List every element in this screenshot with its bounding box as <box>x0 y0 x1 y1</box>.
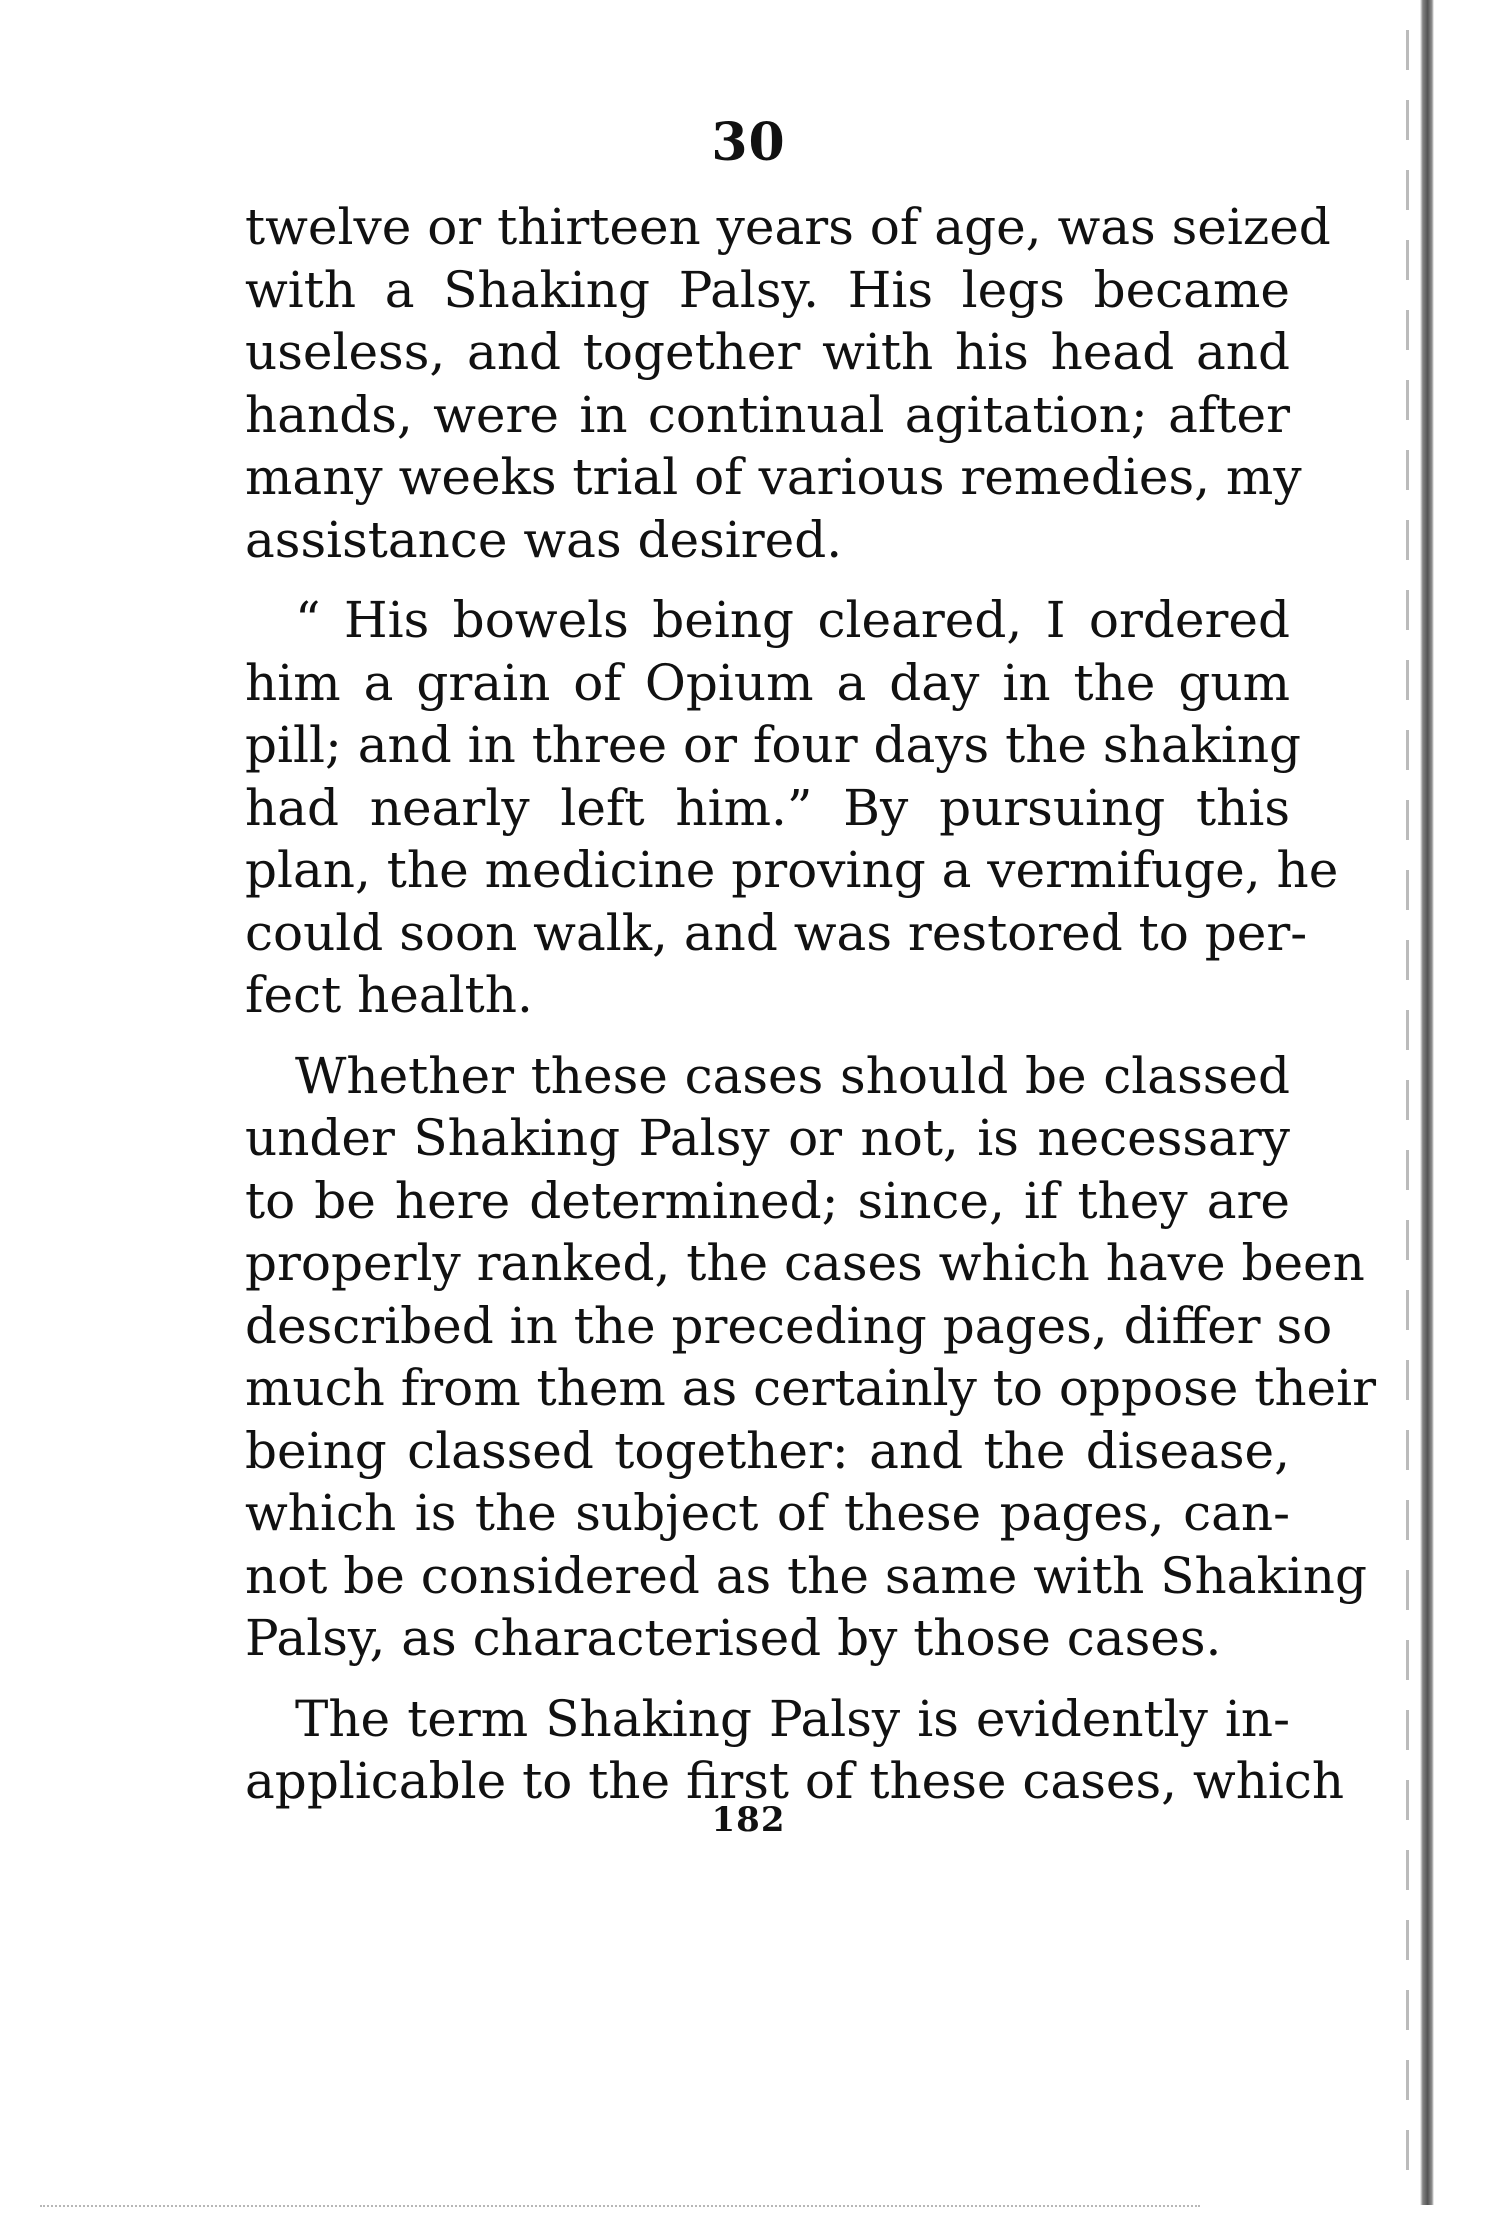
text-line: assistance was desired. <box>245 510 843 569</box>
text-line: much from them as certainly to oppose their <box>245 1359 1377 1417</box>
text-line: pill; and in three or four days the shaking <box>245 716 1302 774</box>
text-line: under Shaking Palsy or not, is necessary <box>245 1109 1290 1167</box>
text-line: described in the preceding pages, differ so <box>245 1296 1333 1355</box>
text-line: could soon walk, and was restored to per- <box>245 903 1308 962</box>
text-line: Whether these cases should be classed <box>295 1046 1290 1105</box>
text-line: being classed together: and the disease, <box>245 1421 1290 1480</box>
text-line: properly ranked, the cases which have been <box>245 1234 1365 1292</box>
binding-edge <box>1420 0 1434 2205</box>
text-line: with a Shaking Palsy. His legs became <box>245 260 1290 319</box>
binding-shadow <box>1406 30 1409 2190</box>
text-line: “ His bowels being cleared, I ordered <box>295 591 1290 649</box>
bottom-page-edge <box>40 2205 1200 2207</box>
text-line: useless, and together with his head and <box>245 323 1290 381</box>
text-line: which is the subject of these pages, can- <box>245 1484 1290 1542</box>
text-line: many weeks trial of various remedies, my <box>245 448 1302 506</box>
text-line: Palsy, as characterised by those cases. <box>245 1609 1222 1667</box>
paragraph-gap <box>245 1670 1290 1688</box>
paragraph-gap <box>245 1027 1290 1045</box>
text-line: twelve or thirteen years of age, was seized <box>245 198 1331 256</box>
text-line: to be here determined; since, if they are <box>245 1171 1290 1230</box>
text-line: applicable to the first of these cases, which <box>245 1752 1345 1810</box>
text-line: had nearly left him.” By pursuing this <box>245 778 1290 837</box>
text-line: plan, the medicine proving a vermifuge, he <box>245 841 1339 899</box>
paragraph <box>245 1688 1345 1813</box>
page-number-bottom: 182 <box>711 1800 786 1840</box>
paragraph-gap <box>245 571 1290 589</box>
text-line: him a grain of Opium a day in the gum <box>245 653 1290 712</box>
body-text <box>245 196 1377 1813</box>
text-line: fect health. <box>245 966 533 1024</box>
text-line: hands, were in continual agitation; after <box>245 385 1290 444</box>
paragraph <box>245 1045 1377 1670</box>
text-line: The term Shaking Palsy is evidently in- <box>295 1689 1290 1748</box>
paragraph <box>245 589 1339 1027</box>
paragraph <box>245 196 1331 571</box>
text-line: not be considered as the same with Shaking <box>245 1546 1367 1605</box>
page-number-top: 30 <box>711 112 786 173</box>
